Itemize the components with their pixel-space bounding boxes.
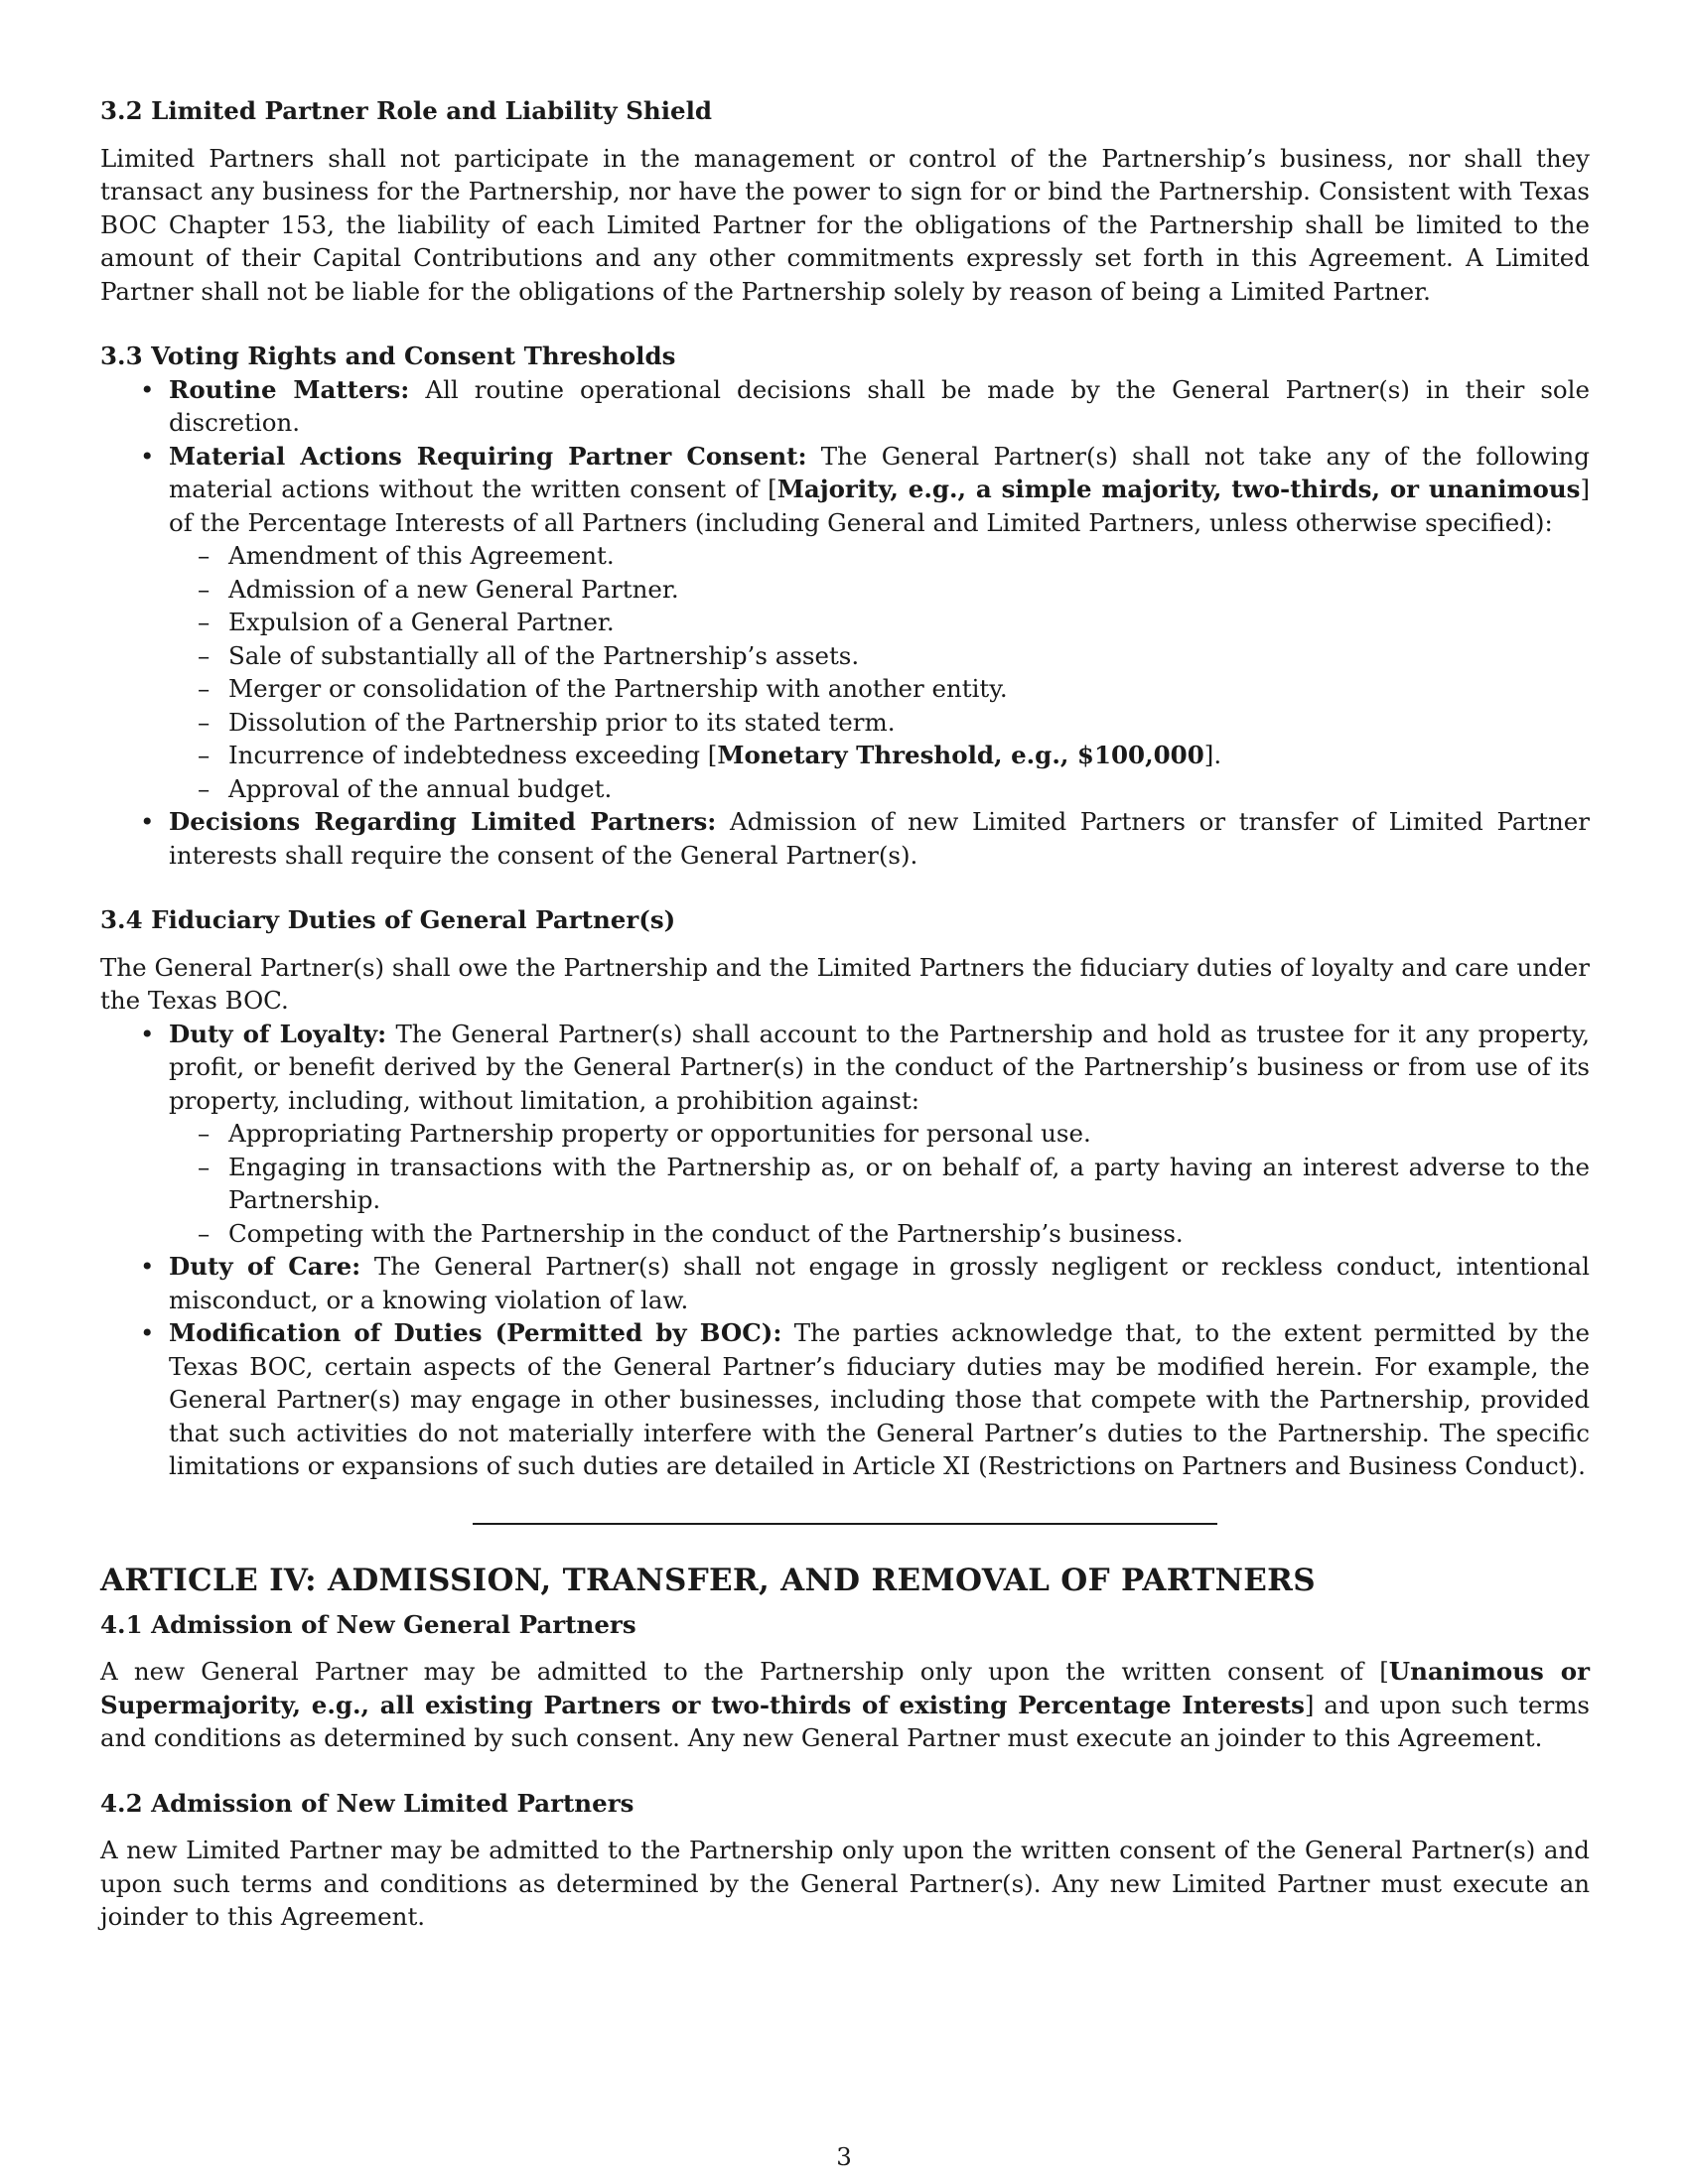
section-3-4-heading: 3.4 Fiduciary Duties of General Partner(s)	[100, 905, 676, 934]
lp-decisions-label: Decisions Regarding Limited Partners:	[169, 807, 717, 836]
bullet-icon: •	[140, 1252, 155, 1281]
list-item	[169, 573, 1590, 607]
list-item-duty-of-care	[100, 1250, 1590, 1316]
list-item-text: Competing with the Partnership in the conduct of the Partnership’s business.	[228, 1218, 1184, 1248]
list-item	[169, 539, 1590, 573]
material-actions-text-cont: ] of the Percentage Interests of all Partners (including General and Limited Partners, unless otherwise specified):	[169, 475, 1590, 537]
routine-matters-text: All routine operational decisions shall be made by the General Partner(s) in their sole discretion.	[169, 374, 1591, 437]
bullet-icon: •	[140, 807, 155, 836]
document-page	[100, 94, 1590, 1934]
routine-matters-label: Routine Matters:	[169, 374, 410, 404]
modification-of-duties-text: The parties acknowledge that, to the extent permitted by the Texas BOC, certain aspects of the General Partner’s fiduciary duties may be modified herein. For example, the General Partner(s) may engage in other businesses, including those that compete with the Partnership, provided that such activities do not materially interfere with the General Partner’s duties to the Partnership. The specific limitations or expansions of such duties are detailed in Article XI (Restrictions on Partners and Business Conduct).	[169, 1318, 1590, 1480]
section-3-2-heading: 3.2 Limited Partner Role and Liability Shield	[100, 96, 713, 125]
dash-icon: –	[198, 541, 211, 570]
dash-icon: –	[198, 1152, 211, 1181]
list-item-text: Approval of the annual budget.	[228, 773, 613, 803]
loyalty-sublist	[169, 1117, 1590, 1250]
section-4-1-text: A new General Partner may be admitted to the Partnership only upon the written consent of [	[100, 1657, 1389, 1686]
list-item-material-actions	[100, 440, 1590, 806]
bullet-icon: •	[140, 1318, 155, 1347]
bullet-icon: •	[140, 374, 155, 404]
section-3-2-paragraph: Limited Partners shall not participate in the management or control of the Partnership’s business, nor shall they transact any business for the Partnership, nor have the power to sign for or bind the Partnership. Consistent with Texas BOC Chapter 153, the liability of each Limited Partner for the obligations of the Partnership shall be limited to the amount of their Capital Contributions and any other commitments expressly set forth in this Agreement. A Limited Partner shall not be liable for the obligations of the Partnership solely by reason of being a Limited Partner.	[100, 143, 1590, 306]
section-4-2-heading: 4.2 Admission of New Limited Partners	[100, 1788, 634, 1818]
list-item	[169, 672, 1590, 706]
supermajority-placeholder: Unanimous or Supermajority, e.g., all existing Partners or two-thirds of existing Percentage Interests	[100, 1657, 1590, 1719]
list-item-text: Merger or consolidation of the Partnership with another entity.	[228, 674, 1008, 703]
material-actions-sublist	[169, 539, 1590, 805]
monetary-threshold-placeholder: Monetary Threshold, e.g., $100,000	[717, 741, 1204, 769]
section-3-4-intro: The General Partner(s) shall owe the Partnership and the Limited Partners the fiduciary duties of loyalty and care under the Texas BOC.	[100, 952, 1590, 1015]
section-4-1-text-cont: ] and upon such terms and conditions as determined by such consent. Any new General Partner must execute an joinder to this Agreement.	[100, 1690, 1591, 1752]
list-item-text-end: ].	[1203, 741, 1222, 769]
majority-placeholder: Majority, e.g., a simple majority, two-thirds, or unanimous	[776, 475, 1581, 503]
list-item-text: Dissolution of the Partnership prior to its stated term.	[228, 707, 896, 737]
list-item-text: Incurrence of indebtedness exceeding [	[228, 741, 718, 769]
bullet-icon: •	[140, 1019, 155, 1048]
dash-icon: –	[198, 574, 211, 604]
list-item	[169, 606, 1590, 639]
list-item-limited-partner-decisions	[100, 805, 1590, 872]
material-actions-label: Material Actions Requiring Partner Consent:	[169, 441, 807, 471]
dash-icon: –	[198, 674, 211, 703]
list-item-duty-of-loyalty	[100, 1018, 1590, 1251]
horizontal-divider	[473, 1523, 1217, 1525]
duty-of-loyalty-text: The General Partner(s) shall account to the Partnership and hold as trustee for it any property, profit, or benefit derived by the General Partner(s) in the conduct of the Partnership’s business or from use of its property, including, without limitation, a prohibition against:	[169, 1019, 1590, 1115]
section-4-1-paragraph	[100, 1655, 1590, 1755]
list-item	[169, 772, 1590, 806]
list-item-text: Sale of substantially all of the Partnership’s assets.	[228, 640, 860, 670]
list-item-text: Engaging in transactions with the Partnership as, or on behalf of, a party having an interest adverse to the Partnership.	[228, 1152, 1590, 1214]
duty-of-care-text: The General Partner(s) shall not engage in grossly negligent or reckless conduct, intentional misconduct, or a knowing violation of law.	[169, 1252, 1590, 1314]
list-item-routine-matters	[100, 373, 1590, 440]
list-item	[169, 1217, 1590, 1251]
list-item-modification-of-duties	[100, 1316, 1590, 1483]
list-item	[169, 706, 1590, 740]
list-item-text: Amendment of this Agreement.	[228, 541, 615, 570]
dash-icon: –	[198, 1119, 211, 1148]
dash-icon: –	[198, 773, 211, 803]
bullet-icon: •	[140, 441, 155, 471]
list-item	[169, 1117, 1590, 1151]
list-item	[169, 639, 1590, 673]
lp-decisions-text: Admission of new Limited Partners or transfer of Limited Partner interests shall require the consent of the General Partner(s).	[169, 807, 1590, 870]
dash-icon: –	[198, 741, 211, 769]
dash-icon: –	[198, 640, 211, 670]
duty-of-care-label: Duty of Care:	[169, 1252, 361, 1281]
dash-icon: –	[198, 1218, 211, 1248]
duty-of-loyalty-label: Duty of Loyalty:	[169, 1019, 387, 1048]
list-item	[169, 1151, 1590, 1217]
list-item-indebtedness	[169, 739, 1590, 772]
section-3-3-heading: 3.3 Voting Rights and Consent Thresholds	[100, 341, 676, 370]
voting-rights-list	[100, 373, 1590, 873]
section-4-1-heading: 4.1 Admission of New General Partners	[100, 1609, 636, 1639]
article-4-title: ARTICLE IV: ADMISSION, TRANSFER, AND REMOVAL OF PARTNERS	[100, 1562, 1316, 1598]
dash-icon: –	[198, 608, 211, 636]
list-item-text: Expulsion of a General Partner.	[228, 608, 615, 636]
fiduciary-duties-list	[100, 1018, 1590, 1483]
dash-icon: –	[198, 707, 211, 737]
list-item-text: Admission of a new General Partner.	[228, 574, 679, 604]
material-actions-text: The General Partner(s) shall not take any of the following material actions without the written consent of [	[169, 441, 1590, 503]
page-number: 3	[836, 2142, 852, 2171]
section-4-2-paragraph: A new Limited Partner may be admitted to the Partnership only upon the written consent of the General Partner(s) and upon such terms and conditions as determined by the General Partner(s). Any new Limited Partner must execute an joinder to this Agreement.	[100, 1836, 1590, 1931]
list-item-text: Appropriating Partnership property or opportunities for personal use.	[228, 1119, 1091, 1148]
modification-of-duties-label: Modification of Duties (Permitted by BOC):	[169, 1318, 782, 1347]
